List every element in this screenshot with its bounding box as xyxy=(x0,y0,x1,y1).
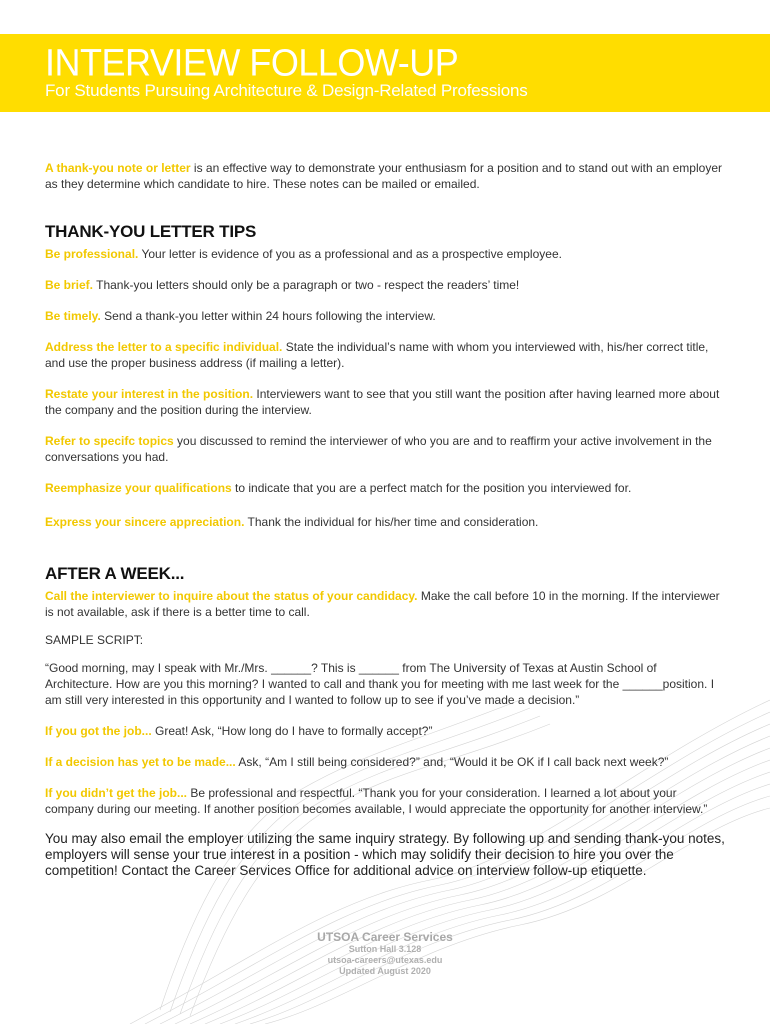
tip-highlight: Be brief. xyxy=(45,278,94,292)
got-job-paragraph xyxy=(45,723,725,739)
tip-text: Thank the individual for his/her time and consideration. xyxy=(244,515,539,529)
tip-item xyxy=(45,386,725,418)
main-content xyxy=(45,160,725,879)
sample-script-label: SAMPLE SCRIPT: xyxy=(45,633,144,647)
got-job-text: Great! Ask, “How long do I have to formally accept?” xyxy=(151,724,433,738)
tip-item xyxy=(45,339,725,371)
pending-text: Ask, “Am I still being considered?” and, “Would it be OK if I call back next week?” xyxy=(235,755,669,769)
tip-highlight: Address the letter to a specific individual. xyxy=(45,340,283,354)
tip-text: Your letter is evidence of you as a professional and as a prospective employee. xyxy=(138,247,562,261)
footer-updated: Updated August 2020 xyxy=(339,966,431,976)
page-title: INTERVIEW FOLLOW-UP xyxy=(45,40,459,84)
tip-item xyxy=(45,480,725,496)
page-subtitle: For Students Pursuing Architecture & Design-Related Professions xyxy=(45,81,528,100)
tip-item xyxy=(45,277,725,293)
tip-text: to indicate that you are a perfect match for the position you interviewed for. xyxy=(231,481,632,495)
call-paragraph xyxy=(45,588,725,620)
tip-text: Interviewers want to see that you still want the position after having learned more about the company and the position during the interview. xyxy=(45,387,720,417)
tip-highlight: Be professional. xyxy=(45,247,139,261)
tip-text: Thank-you letters should only be a paragraph or two - respect the readers’ time! xyxy=(93,278,520,292)
footer xyxy=(0,930,770,977)
call-text: Make the call before 10 in the morning. If the interviewer is not available, ask if there is a better time to call. xyxy=(45,589,720,619)
tips-heading: THANK-YOU LETTER TIPS xyxy=(45,222,257,241)
pending-paragraph xyxy=(45,754,725,770)
tip-highlight: Restate your interest in the position. xyxy=(45,387,254,401)
tip-text: Send a thank-you letter within 24 hours following the interview. xyxy=(100,309,436,323)
tip-highlight: Reemphasize your qualifications xyxy=(45,481,232,495)
after-week-heading: AFTER A WEEK... xyxy=(45,564,185,583)
pending-highlight: If a decision has yet to be made... xyxy=(45,755,236,769)
tip-highlight: Express your sincere appreciation. xyxy=(45,515,245,529)
tip-item xyxy=(45,514,725,530)
call-highlight: Call the interviewer to inquire about the status of your candidacy. xyxy=(45,589,418,603)
footer-org: UTSOA Career Services xyxy=(317,930,453,944)
tip-item xyxy=(45,246,725,262)
intro-text: is an effective way to demonstrate your enthusiasm for a position and to stand out with an employer as they determine which candidate to hire. These notes can be mailed or emailed. xyxy=(45,161,722,191)
got-job-highlight: If you got the job... xyxy=(45,724,152,738)
sample-script-text: “Good morning, may I speak with Mr./Mrs. ______? This is ______ from The University of Texas at Austin School of Architecture. How are you this morning? I wanted to call and thank you for meeting with me last week for the ______position. I am still very interested in this opportunity and I wanted to follow up to see if you’ve made a decision.” xyxy=(45,661,715,707)
tip-text: State the individual’s name with whom you interviewed with, his/her correct title, and use the proper business address (if mailing a letter). xyxy=(45,340,709,370)
footer-email: utsoa-careers@utexas.edu xyxy=(327,955,443,965)
intro-paragraph xyxy=(45,160,725,192)
closing-paragraph: You may also email the employer utilizing the same inquiry strategy. By following up and sending thank-you notes, employers will sense your true interest in a position - which may solidify their decision to hire you over the competition! Contact the Career Services Office for additional advice on interview follow-up etiquette. xyxy=(45,831,725,878)
tip-text: you discussed to remind the interviewer of who you are and to reaffirm your active involvement in the conversations you had. xyxy=(45,434,712,464)
tip-highlight: Be timely. xyxy=(45,309,101,323)
tip-item xyxy=(45,433,725,465)
footer-location: Sutton Hall 3.128 xyxy=(348,944,422,954)
didnt-get-job-highlight: If you didn’t get the job... xyxy=(45,786,187,800)
header-banner xyxy=(0,34,770,112)
didnt-get-job-text: Be professional and respectful. “Thank you for your consideration. I learned a lot about your company during our meeting. If another position becomes available, I would appreciate the opportunity for another interview.” xyxy=(45,786,708,816)
tip-highlight: Refer to specifc topics xyxy=(45,434,174,448)
tip-item xyxy=(45,308,725,324)
intro-highlight: A thank-you note or letter xyxy=(45,161,191,175)
didnt-get-job-paragraph xyxy=(45,785,725,817)
